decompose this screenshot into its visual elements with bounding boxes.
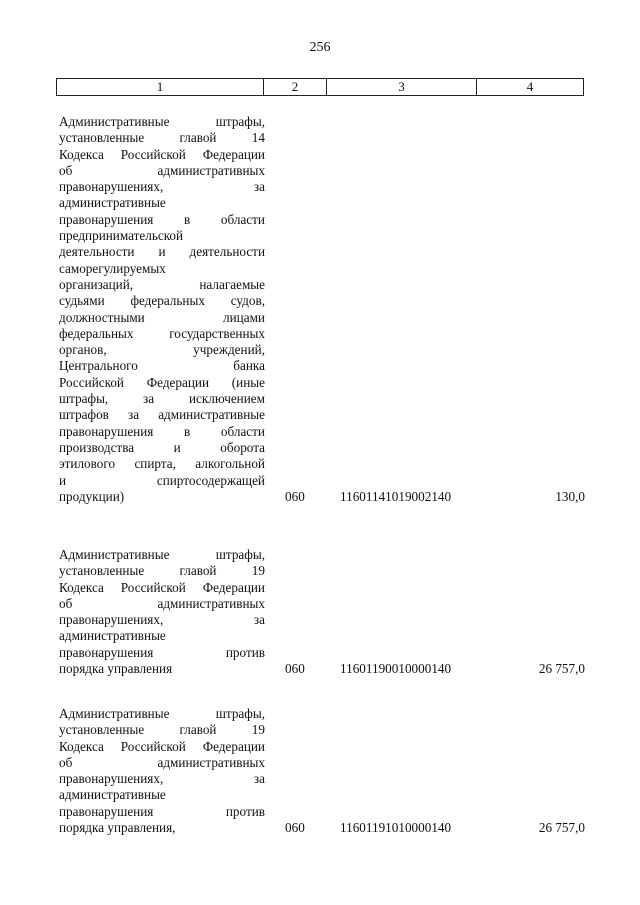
description-line: саморегулируемых	[59, 260, 166, 276]
admin-code: 060	[285, 488, 305, 504]
row-description	[59, 547, 265, 677]
description-line: органов, учреждений,	[59, 342, 265, 358]
description-line: административные	[59, 195, 166, 211]
description-line: об административных	[59, 595, 265, 611]
description-line: штрафов за административные	[59, 407, 265, 423]
table-row	[59, 114, 585, 505]
description-line: деятельности и деятельности	[59, 244, 265, 260]
description-line: Российской Федерации (иные	[59, 374, 265, 390]
amount: 26 757,0	[538, 820, 585, 836]
description-line: штрафы, за исключением	[59, 391, 265, 407]
admin-code: 060	[285, 661, 305, 677]
table-header-row	[56, 78, 584, 96]
description-line: установленные главой 19	[59, 563, 265, 579]
description-line: правонарушения в области	[59, 423, 265, 439]
description-line: федеральных государственных	[59, 325, 265, 341]
table-row	[59, 547, 585, 677]
row-values	[59, 489, 585, 505]
description-line: правонарушениях, за	[59, 771, 265, 787]
header-col-3: 3	[327, 79, 477, 95]
income-code: 11601190010000140	[340, 661, 452, 677]
description-line: порядка управления,	[59, 820, 176, 836]
page-number: 256	[309, 40, 331, 55]
description-line: Кодекса Российской Федерации	[59, 738, 265, 754]
description-line: правонарушениях, за	[59, 612, 265, 628]
description-line: правонарушения против	[59, 644, 265, 660]
row-values	[59, 661, 585, 677]
description-line: правонарушения против	[59, 803, 265, 819]
description-line: правонарушениях, за	[59, 179, 265, 195]
description-line: Центрального банка	[59, 358, 265, 374]
description-line: порядка управления	[59, 661, 173, 677]
description-line: этилового спирта, алкогольной	[59, 456, 265, 472]
description-line: Административные штрафы,	[59, 114, 265, 129]
income-code: 11601191010000140	[340, 820, 452, 836]
amount: 26 757,0	[538, 661, 585, 677]
row-description	[59, 706, 265, 836]
description-line: административные	[59, 628, 166, 644]
admin-code: 060	[285, 820, 305, 836]
description-line: продукции)	[59, 488, 125, 504]
description-line: об административных	[59, 162, 265, 178]
header-col-2: 2	[264, 79, 327, 95]
income-code: 11601141019002140	[340, 488, 452, 504]
description-line: административные	[59, 787, 166, 803]
description-line: Административные штрафы,	[59, 706, 265, 721]
description-line: правонарушения в области	[59, 211, 265, 227]
description-line: производства и оборота	[59, 439, 265, 455]
table-row	[59, 706, 585, 836]
description-line: Административные штрафы,	[59, 547, 265, 562]
header-col-1: 1	[57, 79, 264, 95]
description-line: судьями федеральных судов,	[59, 293, 265, 309]
amount: 130,0	[555, 488, 585, 504]
row-values	[59, 820, 585, 836]
description-line: установленные главой 14	[59, 130, 265, 146]
header-col-4: 4	[526, 79, 534, 94]
description-line: Кодекса Российской Федерации	[59, 579, 265, 595]
description-line: и спиртосодержащей	[59, 472, 265, 488]
description-line: предпринимательской	[59, 228, 184, 244]
description-line: Кодекса Российской Федерации	[59, 146, 265, 162]
description-line: об административных	[59, 754, 265, 770]
description-line: установленные главой 19	[59, 722, 265, 738]
row-description	[59, 114, 265, 505]
description-line: организаций, налагаемые	[59, 276, 265, 292]
description-line: должностными лицами	[59, 309, 265, 325]
